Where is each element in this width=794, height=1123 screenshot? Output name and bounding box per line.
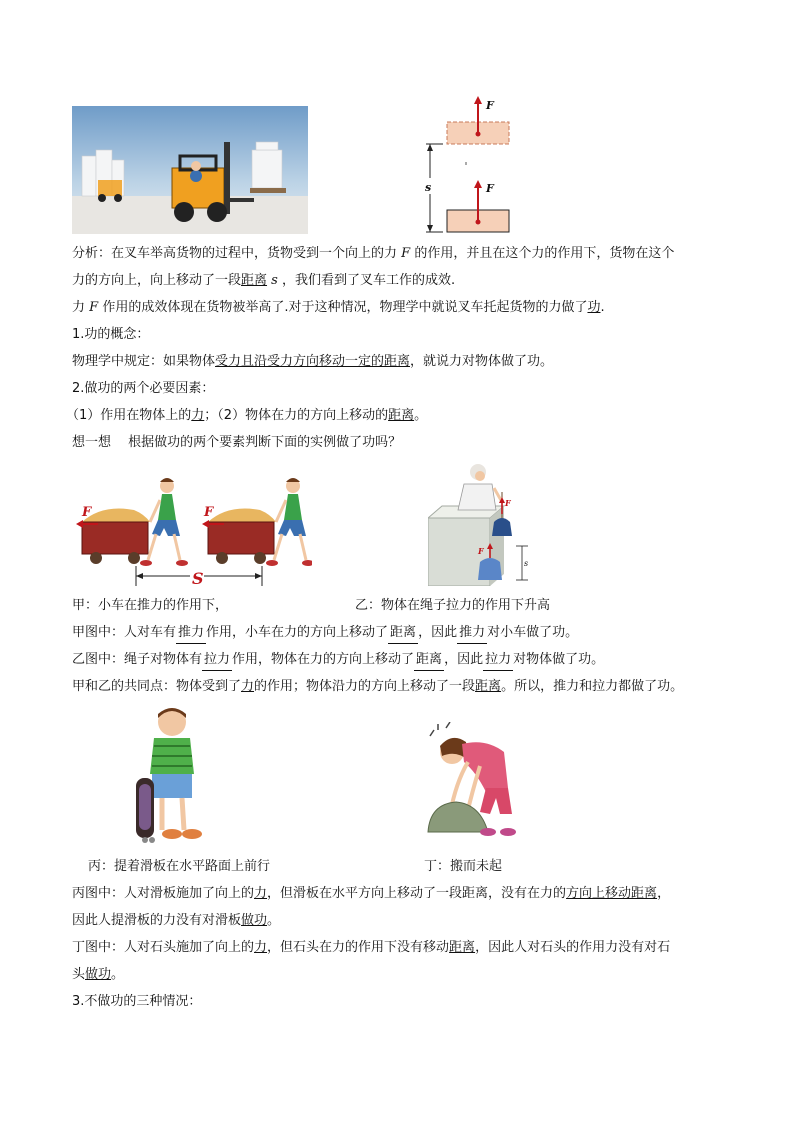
lift-diagram [416, 94, 526, 236]
factors-line: （1）作用在物体上的力；（2）物体在力的方向上移动的距离。 [66, 408, 428, 423]
caption-ding: 丁：搬而未起 [424, 859, 503, 874]
bing-explanation-line-2: 因此人提滑板的力没有对滑板做功。 [72, 913, 281, 928]
heading-two-factors: 2.做功的两个必要因素： [72, 381, 215, 396]
distance-s-label: s [425, 181, 432, 194]
ding-explanation-line-1: 丁图中：人对石头施加了向上的力，但石头在力的作用下没有移动距离，因此人对石头的作用力没有对石 [72, 940, 671, 955]
force-label-cart-2: F [204, 505, 214, 520]
force-label-top: F [486, 99, 494, 112]
force-label-rope-bottom: F [478, 546, 484, 556]
distance-s-label-rope: s [524, 559, 529, 568]
yi-explanation: 乙图中：绳子对物体有 拉力 作用，物体在力的方向上移动了 距离 ，因此 拉力 对物体做了功。 [72, 650, 604, 671]
caption-jia: 甲：小车在推力的作用下， [72, 598, 229, 613]
effect-line: 力 F 作用的成效体现在货物被举高了.对于这种情况，物理学中就说叉车托起货物的力做了功. [72, 300, 605, 315]
common-points: 甲和乙的共同点：物体受到了力的作用；物体沿力的方向上移动了一段距离。所以，推力和拉力都做了功。 [72, 679, 684, 694]
stone-lift-figure [416, 722, 522, 840]
forklift-photo [72, 106, 308, 234]
analysis-line-1: 分析：在叉车举高货物的过程中，货物受到一个向上的力 F 的作用，并且在这个力的作用下，货物在这个 [72, 246, 675, 261]
heading-no-work-cases: 3.不做功的三种情况： [72, 994, 202, 1009]
ding-explanation-line-2: 头做功。 [72, 967, 125, 982]
think-line: 想一想 根据做功的两个要素判断下面的实例做了功吗？ [72, 435, 402, 450]
analysis-line-2: 力的方向上，向上移动了一段距离 s ，我们看到了叉车工作的成效. [72, 273, 456, 288]
skateboard-boy-figure [132, 704, 212, 846]
jia-explanation: 甲图中：人对车有 推力 作用，小车在力的方向上移动了 距离 ，因此 推力 对小车做了功。 [72, 623, 578, 644]
heading-work-concept: 1.功的概念： [72, 327, 150, 342]
force-label-bottom: F [486, 182, 494, 195]
distance-S-label: S [192, 569, 204, 588]
definition-line: 物理学中规定：如果物体受力且沿受力方向移动一定的距离，就说力对物体做了功。 [72, 354, 554, 369]
force-label-rope-top: F [505, 498, 511, 508]
caption-yi: 乙：物体在绳子拉力的作用下升高 [355, 598, 551, 613]
caption-bing: 丙：提着滑板在水平路面上前行 [88, 859, 271, 874]
cart-push-figure [72, 470, 312, 590]
bing-explanation-line-1: 丙图中：人对滑板施加了向上的力，但滑板在水平方向上移动了一段距离，没有在力的方向上移动距离， [72, 886, 671, 901]
rope-lift-figure [428, 462, 540, 586]
force-label-cart-1: F [82, 505, 92, 520]
